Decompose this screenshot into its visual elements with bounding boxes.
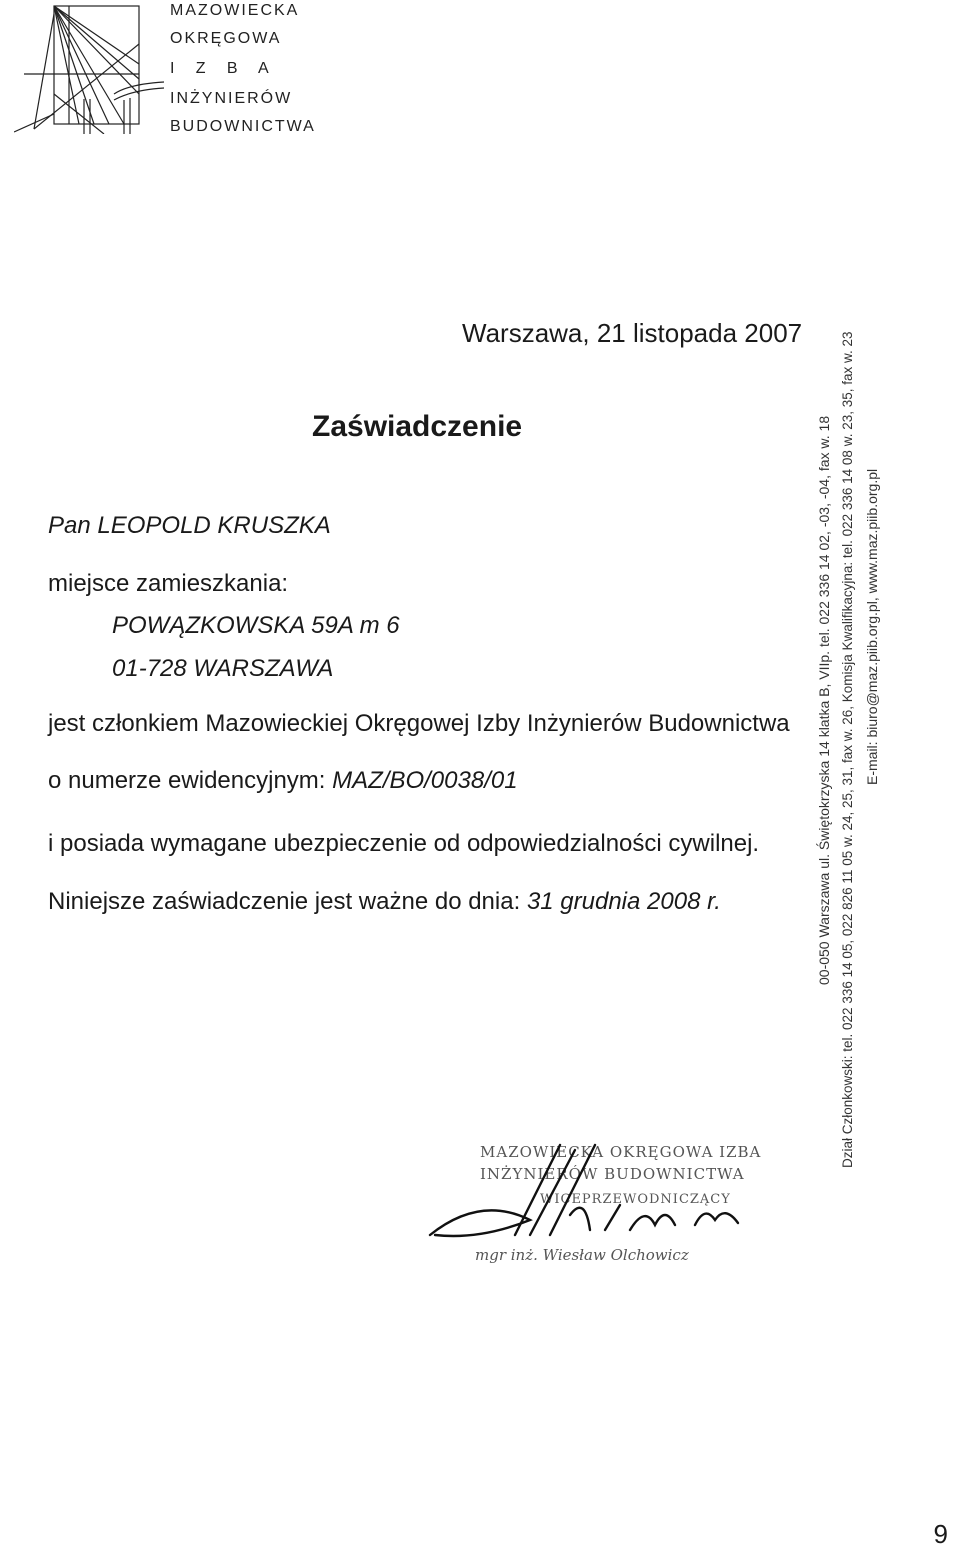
insurance-statement: i posiada wymagane ubezpieczenie od odpowiedzialności cywilnej.: [48, 830, 760, 857]
address-label: miejsce zamieszkania:: [48, 570, 289, 597]
signature-stamp: [420, 1135, 790, 1270]
page-number: 9: [933, 1519, 948, 1549]
letter-date: Warszawa, 21 listopada 2007: [462, 318, 803, 348]
validity-date: 31 grudnia 2008 r.: [526, 888, 721, 915]
address-street: POWĄZKOWSKA 59A m 6: [112, 612, 400, 639]
org-name-line-3: I Z B A: [170, 60, 271, 77]
org-name-line-4: INŻYNIERÓW: [170, 90, 293, 107]
org-name-line-2: OKRĘGOWA: [170, 30, 282, 47]
bridge-logo-icon: [14, 4, 164, 134]
org-name-line-1: MAZOWIECKA: [170, 2, 300, 19]
registration-label: o numerze ewidencyjnym:: [48, 767, 326, 794]
stamp-line-3: WICEPRZEWODNICZĄCY: [540, 1192, 731, 1207]
sidebar-contact-line: Dział Członkowski: tel. 022 336 14 05, 022 826 11 05 w. 24, 25, 31, fax w. 26, Komisja Kwalifikacyjna: tel. 022 336 14 08 w. 23, 35, fax w. 23: [840, 331, 855, 1168]
registration-number: MAZ/BO/0038/01: [332, 767, 518, 794]
registration-line: [48, 767, 518, 795]
validity-label: Niniejsze zaświadczenie jest ważne do dnia:: [48, 888, 521, 915]
document-title: Zaświadczenie: [312, 410, 523, 443]
address-city: 01-728 WARSZAWA: [112, 655, 334, 682]
org-name-line-5: BUDOWNICTWA: [170, 118, 316, 135]
salutation: Pan: [48, 512, 91, 539]
sidebar-address-line: 00-050 Warszawa ul. Świętokrzyska 14 klatka B, VIIp. tel. 022 336 14 02, -03, -04, fax w. 18: [816, 415, 832, 985]
validity-line: [48, 888, 721, 916]
stamp-line-1: MAZOWIECKA OKRĘGOWA IZBA: [480, 1143, 762, 1161]
signer-name: mgr inż. Wiesław Olchowicz: [475, 1246, 689, 1264]
sidebar-email-line: E-mail: biuro@maz.piib.org.pl, www.maz.piib.org.pl: [864, 468, 880, 785]
membership-statement: jest członkiem Mazowieckiej Okręgowej Izby Inżynierów Budownictwa: [48, 710, 790, 737]
recipient-line: [48, 512, 331, 540]
stamp-line-2: INŻYNIERÓW BUDOWNICTWA: [480, 1165, 745, 1183]
recipient-name: LEOPOLD KRUSZKA: [97, 512, 331, 539]
